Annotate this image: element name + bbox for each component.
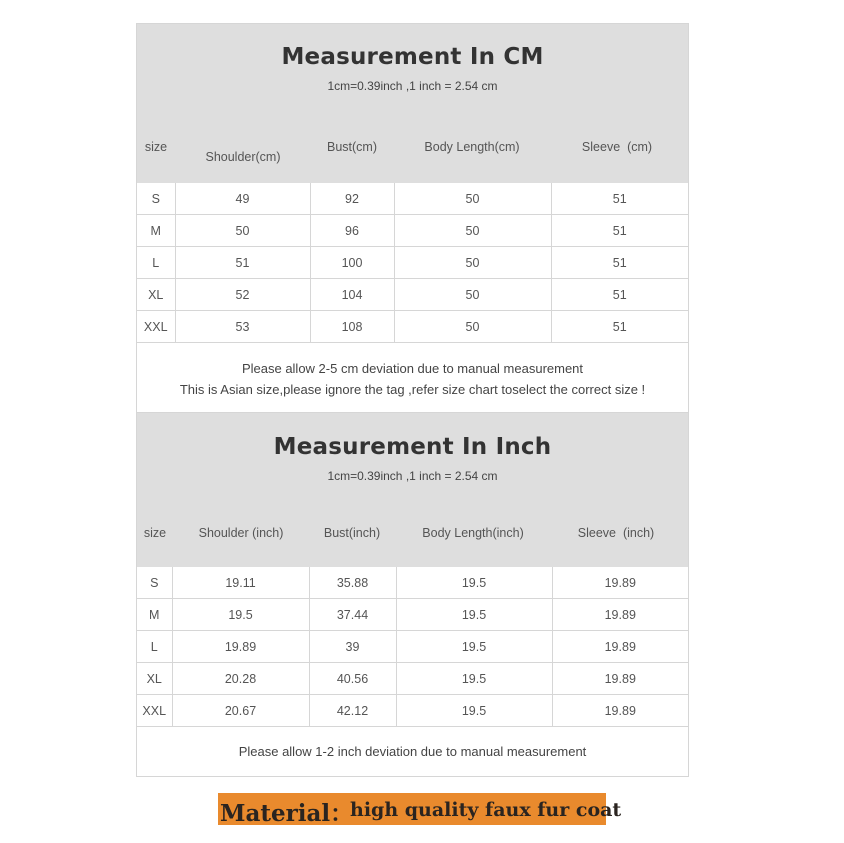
inch-header-size: size [143,526,167,540]
cell-body-length: 50 [394,247,551,279]
cell-shoulder: 20.28 [172,663,309,695]
cell-bust: 42.12 [309,695,396,727]
cell-sleeve: 19.89 [552,599,688,631]
cm-header-body-length: Body Length(cm) [424,140,520,154]
cell-bust: 37.44 [309,599,396,631]
cell-size: L [137,247,175,279]
table-row [137,311,688,343]
cell-shoulder: 20.67 [172,695,309,727]
table-row [137,663,688,695]
inch-header-shoulder: Shoulder (inch) [198,526,284,540]
cm-header-shoulder: Shoulder(cm) [205,150,281,164]
cell-body-length: 19.5 [396,663,552,695]
cell-sleeve: 19.89 [552,663,688,695]
inch-size-table [137,567,688,727]
table-row [137,215,688,247]
cell-shoulder: 52 [175,279,310,311]
inch-chart-header [137,413,688,567]
cell-body-length: 19.5 [396,567,552,599]
table-row [137,183,688,215]
cell-body-length: 50 [394,279,551,311]
cell-bust: 92 [310,183,394,215]
cell-size: XXL [137,311,175,343]
table-row [137,247,688,279]
inch-chart-subtitle: 1cm=0.39inch ,1 inch = 2.54 cm [327,469,498,483]
cell-sleeve: 19.89 [552,695,688,727]
cell-sleeve: 51 [551,183,688,215]
cell-size: M [137,215,175,247]
asian-size-note: This is Asian size,please ignore the tag ,refer size chart toselect the correct size ! [179,382,646,397]
material-value: high quality faux fur coat [350,799,622,821]
cell-sleeve: 19.89 [552,631,688,663]
cell-body-length: 50 [394,183,551,215]
cell-size: XL [137,663,172,695]
size-chart-inch [136,412,689,777]
cell-size: S [137,567,172,599]
cell-size: S [137,183,175,215]
cell-bust: 39 [309,631,396,663]
cell-sleeve: 51 [551,279,688,311]
cell-bust: 104 [310,279,394,311]
cell-sleeve: 51 [551,311,688,343]
inch-chart-title: Measurement In Inch [273,434,552,460]
cell-shoulder: 19.5 [172,599,309,631]
material-label: Material： [220,800,354,827]
table-row [137,599,688,631]
cm-chart-header [137,24,688,183]
cm-header-bust: Bust(cm) [327,140,377,154]
cell-bust: 35.88 [309,567,396,599]
cell-sleeve: 19.89 [552,567,688,599]
cell-body-length: 50 [394,311,551,343]
inch-header-body-length: Body Length(inch) [422,526,524,540]
cell-shoulder: 53 [175,311,310,343]
cell-body-length: 19.5 [396,631,552,663]
cell-body-length: 50 [394,215,551,247]
table-row [137,631,688,663]
cell-sleeve: 51 [551,215,688,247]
cell-shoulder: 19.89 [172,631,309,663]
cell-size: XXL [137,695,172,727]
cm-deviation-note: Please allow 2-5 cm deviation due to manual measurement [241,361,584,376]
material-banner [218,793,622,827]
cm-chart-subtitle: 1cm=0.39inch ,1 inch = 2.54 cm [327,79,498,93]
cell-bust: 96 [310,215,394,247]
cell-bust: 100 [310,247,394,279]
cell-shoulder: 51 [175,247,310,279]
table-row [137,695,688,727]
cell-shoulder: 19.11 [172,567,309,599]
cm-chart-title: Measurement In CM [281,44,544,70]
cm-header-sleeve: Sleeve (cm) [581,140,653,154]
inch-header-bust: Bust(inch) [323,526,381,540]
cell-size: L [137,631,172,663]
cm-size-table [137,183,688,343]
cell-body-length: 19.5 [396,695,552,727]
inch-deviation-note: Please allow 1-2 inch deviation due to manual measurement [238,744,587,759]
cell-size: XL [137,279,175,311]
size-chart-cm [136,23,689,413]
cell-sleeve: 51 [551,247,688,279]
cell-shoulder: 49 [175,183,310,215]
cell-bust: 108 [310,311,394,343]
cell-bust: 40.56 [309,663,396,695]
cell-shoulder: 50 [175,215,310,247]
cell-size: M [137,599,172,631]
inch-header-sleeve: Sleeve (inch) [577,526,655,540]
cell-body-length: 19.5 [396,599,552,631]
table-row [137,279,688,311]
cm-header-size: size [144,140,168,154]
table-row [137,567,688,599]
